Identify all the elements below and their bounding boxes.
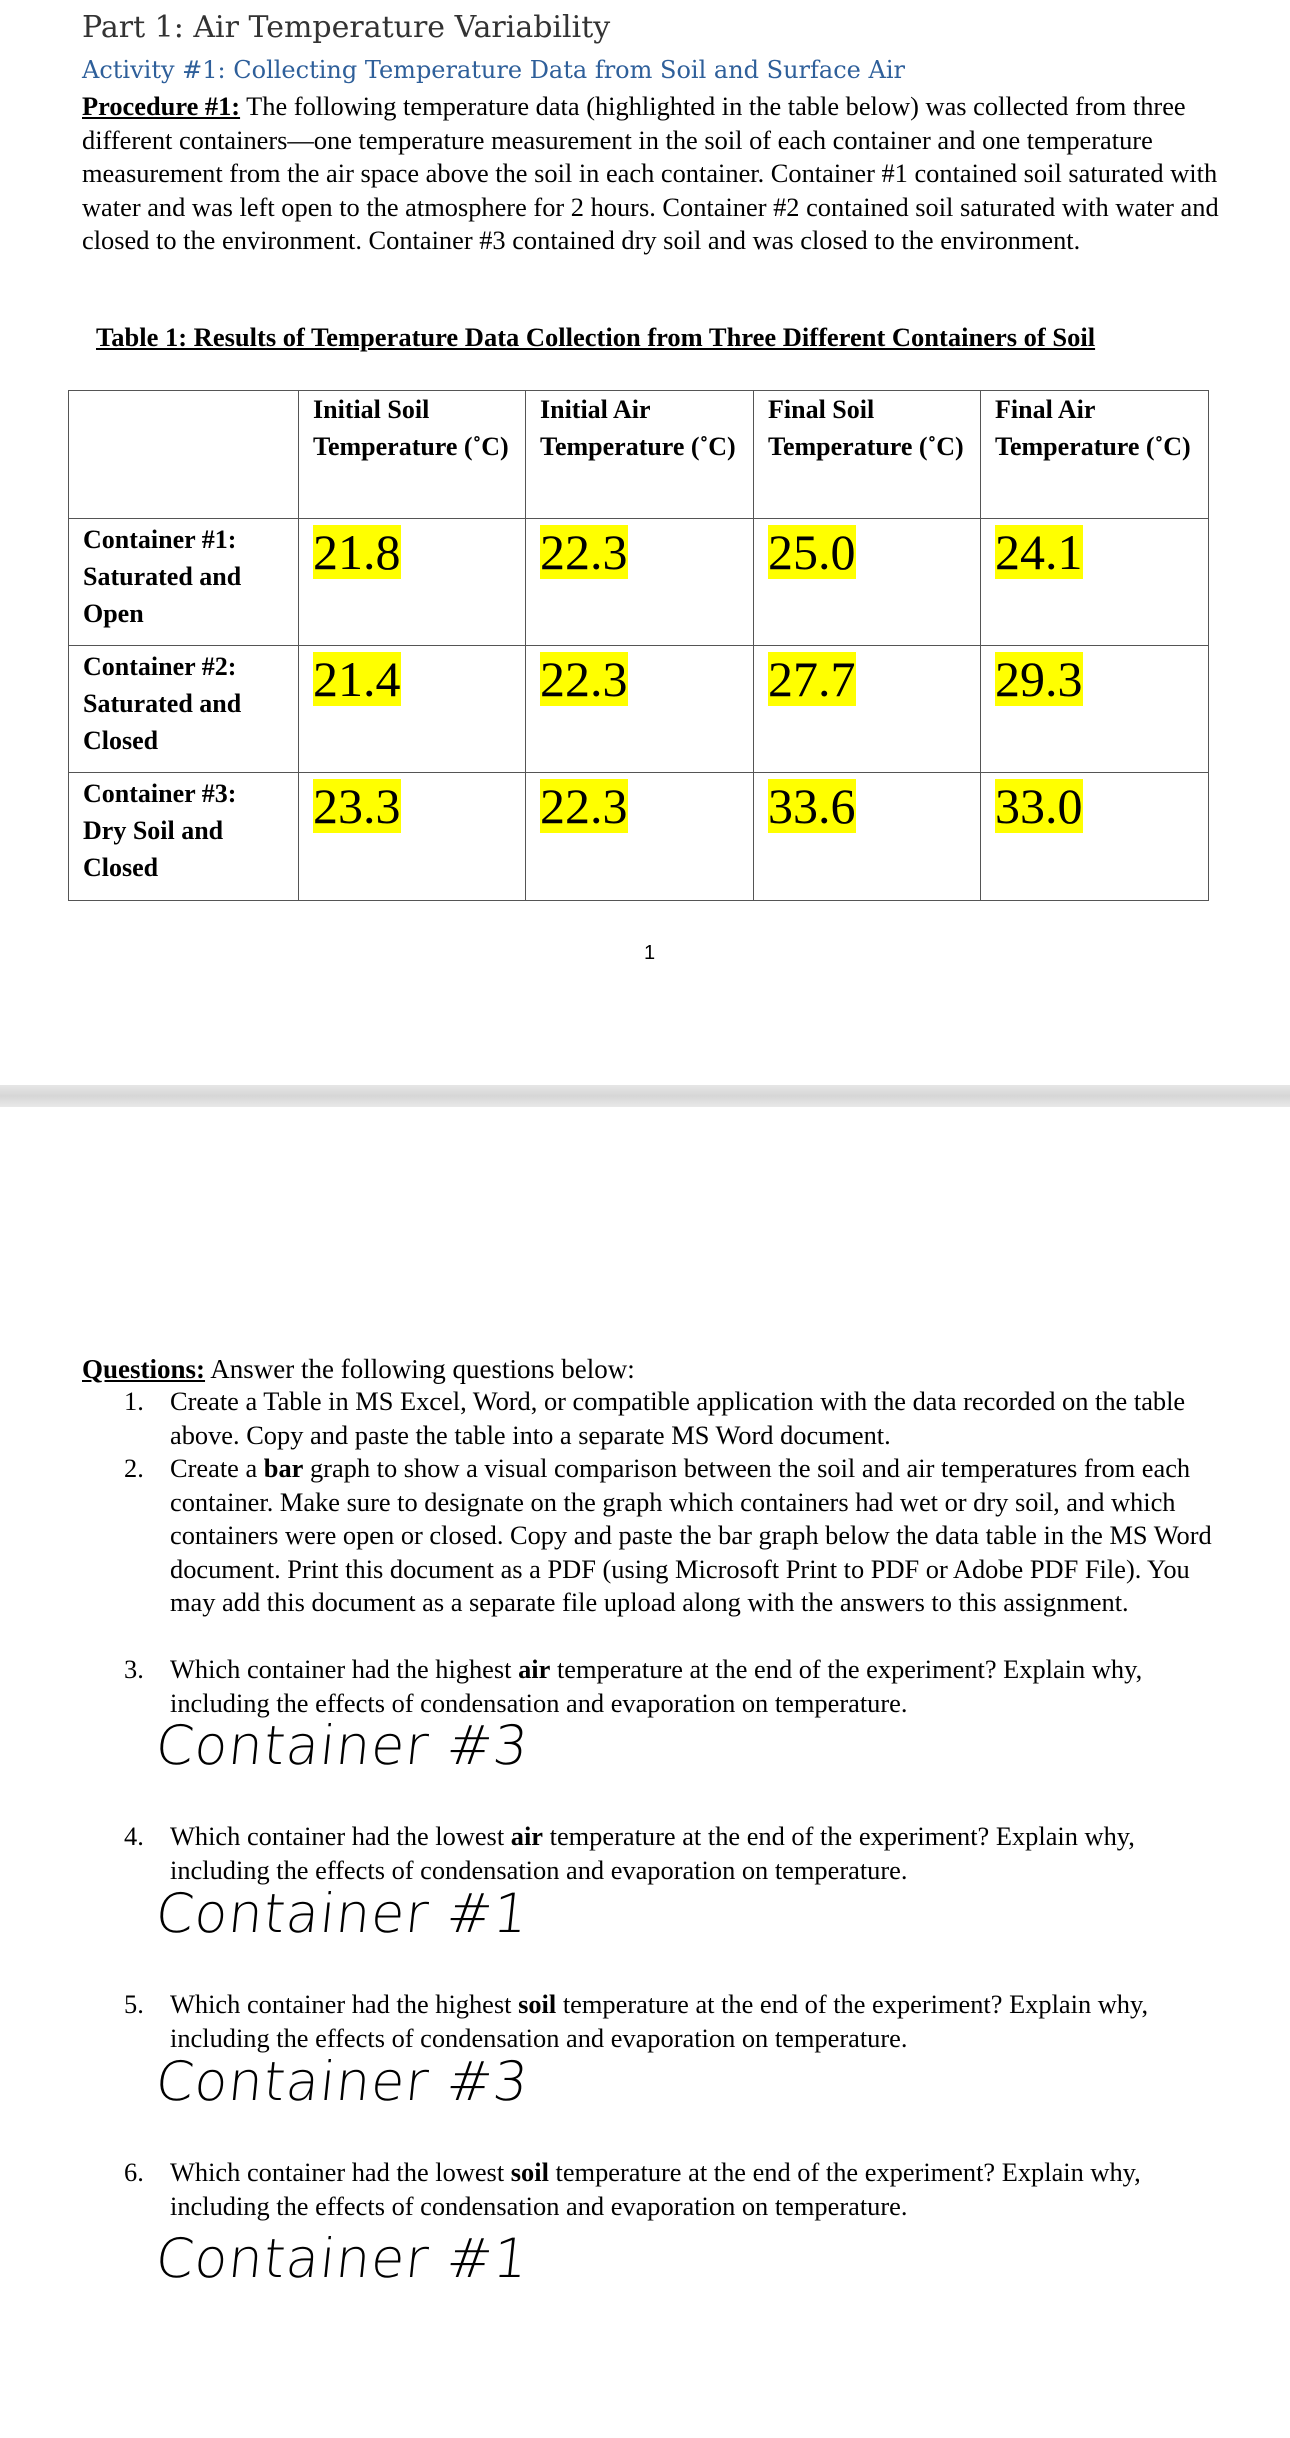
value-highlight: 24.1 — [995, 524, 1083, 580]
value-highlight: 21.8 — [313, 524, 401, 580]
table-row — [69, 773, 1209, 901]
handwritten-answer-4: Container #1 — [152, 1882, 532, 1945]
header-final-soil: Final Soil Temperature (˚C) — [754, 391, 981, 519]
question-text-part: Which container had the highest — [170, 1654, 519, 1684]
page-number: 1 — [644, 942, 656, 964]
row-label: Container #3: Dry Soil and Closed — [69, 773, 299, 901]
table-cell — [754, 519, 981, 646]
questions-heading — [82, 1352, 635, 1386]
table-cell — [526, 646, 754, 773]
temperature-table — [68, 390, 1209, 901]
question-emphasis: air — [518, 1654, 551, 1684]
page-1 — [0, 0, 1290, 1085]
table-cell — [299, 773, 526, 901]
table-cell — [526, 773, 754, 901]
procedure-text: The following temperature data (highlighted in the table below) was collected from three different containers—one temperature measurement in the soil of each container and one temperature measurement from the air space above the soil in each container. Container #1 contained soil saturated with water and was left open to the atmosphere for 2 hours. Container #2 contained soil saturated with water and closed to the environment. Container #3 contained dry soil and was closed to the environment. — [82, 91, 1219, 256]
value-highlight: 21.4 — [313, 651, 401, 707]
value-highlight: 29.3 — [995, 651, 1083, 707]
activity-title: Activity #1: Collecting Temperature Data from Soil and Surface Air — [82, 56, 905, 84]
value-highlight: 22.3 — [540, 778, 628, 834]
table-cell — [754, 773, 981, 901]
page-2 — [0, 1107, 1290, 2438]
value-highlight: 22.3 — [540, 651, 628, 707]
question-number: 4. — [124, 1821, 144, 1851]
question-text-part: Which container had the lowest — [170, 1821, 511, 1851]
question-number: 5. — [124, 1989, 144, 2019]
value-highlight: 33.0 — [995, 778, 1083, 834]
question-text-part: Which container had the highest — [170, 1989, 519, 2019]
question-emphasis: soil — [518, 1989, 557, 2019]
questions-intro: Answer the following questions below: — [205, 1354, 635, 1384]
question-text — [170, 2156, 1214, 2223]
question-3 — [124, 1653, 1214, 1720]
handwritten-answer-3: Container #3 — [152, 1714, 532, 1777]
value-highlight: 23.3 — [313, 778, 401, 834]
table-cell — [981, 773, 1209, 901]
question-1 — [124, 1385, 1214, 1452]
question-number: 3. — [124, 1654, 144, 1684]
table-cell — [299, 519, 526, 646]
questions-label: Questions: — [82, 1354, 206, 1384]
question-6 — [124, 2156, 1214, 2223]
question-text-part: temperature at the end of the experiment? Explain why, including the effects of condensation and evaporation on temperature. — [170, 1989, 1149, 2053]
handwritten-answer-6: Container #1 — [152, 2227, 532, 2290]
question-text — [170, 1988, 1214, 2055]
question-emphasis: bar — [263, 1453, 304, 1483]
part-title: Part 1: Air Temperature Variability — [82, 10, 611, 45]
row-label: Container #1: Saturated and Open — [69, 519, 299, 646]
handwritten-answer-5: Container #3 — [152, 2050, 532, 2113]
value-highlight: 22.3 — [540, 524, 628, 580]
question-text — [170, 1653, 1214, 1720]
question-4 — [124, 1820, 1214, 1887]
question-text-part: temperature at the end of the experiment? Explain why, including the effects of condensation and evaporation on temperature. — [170, 1821, 1135, 1885]
page-separator — [0, 1085, 1290, 1107]
question-emphasis: air — [510, 1821, 544, 1851]
question-2 — [124, 1452, 1214, 1620]
question-text-part: Create a Table in MS Excel, Word, or compatible application with the data recorded on the table above. Copy and paste the table into a separate MS Word document. — [170, 1386, 1186, 1450]
table-cell — [981, 519, 1209, 646]
header-initial-air: Initial Air Temperature (˚C) — [526, 391, 754, 519]
question-number: 6. — [124, 2157, 144, 2187]
procedure-label: Procedure #1: — [82, 91, 241, 121]
value-highlight: 33.6 — [768, 778, 856, 834]
question-text-part: temperature at the end of the experiment? Explain why, including the effects of condensation and evaporation on temperature. — [170, 1654, 1143, 1718]
question-text-part: Which container had the lowest — [170, 2157, 511, 2187]
table-corner-cell — [69, 391, 299, 519]
table-cell — [754, 646, 981, 773]
value-highlight: 25.0 — [768, 524, 856, 580]
procedure-paragraph — [82, 90, 1232, 258]
question-text-part: temperature at the end of the experiment? Explain why, including the effects of condensation and evaporation on temperature. — [170, 2157, 1141, 2221]
value-highlight: 27.7 — [768, 651, 856, 707]
table-cell — [299, 646, 526, 773]
table-row — [69, 646, 1209, 773]
table-caption: Table 1: Results of Temperature Data Collection from Three Different Containers of Soil — [96, 322, 1096, 352]
question-text — [170, 1385, 1214, 1452]
header-initial-soil: Initial Soil Temperature (˚C) — [299, 391, 526, 519]
question-emphasis: soil — [510, 2157, 549, 2187]
header-final-air: Final Air Temperature (˚C) — [981, 391, 1209, 519]
table-cell — [981, 646, 1209, 773]
question-text-part: graph to show a visual comparison between the soil and air temperatures from each container. Make sure to designate on the graph which containers had wet or dry soil, and which containers were open or closed. Copy and paste the bar graph below the data table in the MS Word document. Print this document as a PDF (using Microsoft Print to PDF or Adobe PDF File). You may add this document as a separate file upload along with the answers to this assignment. — [170, 1453, 1212, 1618]
question-number: 2. — [124, 1453, 144, 1483]
question-text-part: Create a — [170, 1453, 264, 1483]
question-text — [170, 1820, 1214, 1887]
table-header-row — [69, 391, 1209, 519]
table-row — [69, 519, 1209, 646]
question-number: 1. — [124, 1386, 144, 1416]
question-5 — [124, 1988, 1214, 2055]
row-label: Container #2: Saturated and Closed — [69, 646, 299, 773]
table-cell — [526, 519, 754, 646]
question-text — [170, 1452, 1214, 1620]
